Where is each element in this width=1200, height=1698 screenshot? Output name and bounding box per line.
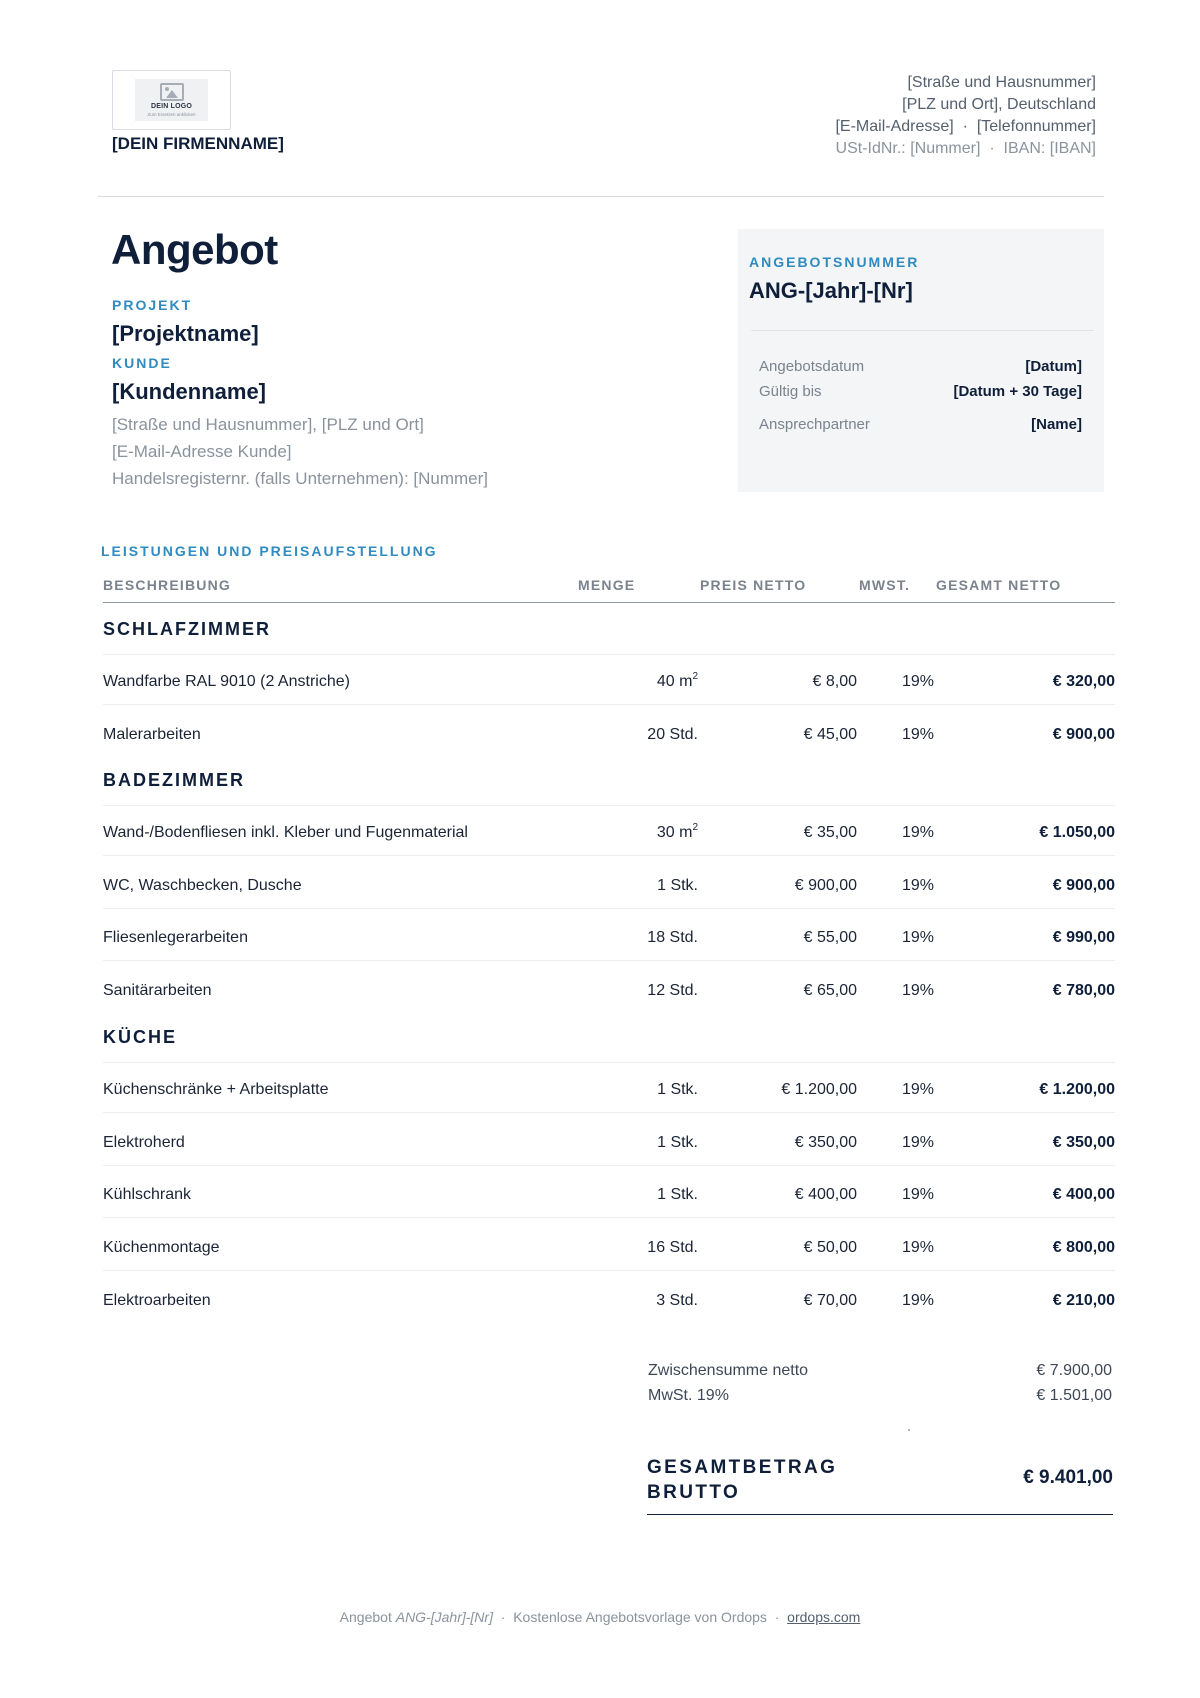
row-divider: [103, 1270, 1115, 1271]
customer-register: Handelsregisternr. (falls Unternehmen): [Nummer]: [112, 469, 489, 488]
row-divider: [103, 908, 1115, 909]
item-price: € 35,00: [803, 824, 857, 841]
item-vat: 19%: [901, 726, 934, 743]
info-row-date: [759, 358, 1082, 375]
col-quantity: MENGE: [578, 577, 636, 593]
item-quantity: [647, 726, 698, 744]
quantity-value: 1 Stk.: [657, 1081, 698, 1098]
sender-tax: [835, 138, 1096, 160]
table-row: [103, 877, 1115, 899]
item-price: € 400,00: [794, 1186, 857, 1203]
sender-phone: [Telefonnummer]: [976, 118, 1096, 135]
quantity-exponent: 2: [692, 822, 698, 833]
item-vat: 19%: [901, 1081, 934, 1098]
item-total: € 350,00: [1052, 1134, 1115, 1151]
footer-number: ANG-[Jahr]-[Nr]: [395, 1609, 493, 1625]
item-quantity: [657, 877, 698, 895]
header-divider: [98, 196, 1104, 197]
item-description: Kühlschrank: [103, 1186, 192, 1203]
grand-total-value: € 9.401,00: [1023, 1467, 1113, 1488]
quantity-value: 40 m: [656, 673, 693, 690]
item-description: Sanitärarbeiten: [103, 982, 212, 999]
table-row: [103, 929, 1115, 951]
info-value: [Datum + 30 Tage]: [953, 383, 1082, 400]
row-divider: [103, 704, 1115, 705]
item-description: Wandfarbe RAL 9010 (2 Anstriche): [103, 673, 350, 690]
table-row: [103, 673, 1115, 695]
company-logo[interactable]: [112, 70, 231, 130]
item-quantity: [656, 1292, 698, 1310]
offer-info-box: [738, 229, 1104, 492]
item-quantity: [657, 673, 698, 691]
customer-label: KUNDE: [112, 355, 172, 371]
table-row: [103, 1186, 1115, 1208]
item-total: € 1.050,00: [1039, 824, 1115, 841]
footer-text: Kostenlose Angebotsvorlage von Ordops: [513, 1609, 767, 1625]
subtotal-row: [648, 1362, 1112, 1380]
info-key: Angebotsdatum: [759, 358, 865, 375]
quantity-value: 16 Std.: [647, 1239, 698, 1256]
row-divider: [103, 960, 1115, 961]
grand-label-line2: BRUTTO: [647, 1482, 741, 1503]
item-price: € 45,00: [803, 726, 857, 743]
grand-total: [647, 1455, 1113, 1515]
item-price: € 55,00: [803, 929, 857, 946]
table-row: [103, 726, 1115, 748]
table-row: [103, 1292, 1115, 1314]
sender-street: [Straße und Hausnummer]: [907, 74, 1096, 91]
category-title: BADEZIMMER: [103, 770, 245, 790]
footer-link[interactable]: ordops.com: [787, 1609, 861, 1625]
item-quantity: [657, 1134, 698, 1152]
image-icon: [160, 83, 184, 101]
separator: ·: [500, 1609, 506, 1625]
item-vat: 19%: [901, 1186, 934, 1203]
row-divider: [103, 1165, 1115, 1166]
logo-title: DEIN LOGO: [150, 103, 193, 110]
item-quantity: [647, 929, 698, 947]
item-price: € 70,00: [803, 1292, 857, 1309]
item-total: € 1.200,00: [1039, 1081, 1115, 1098]
footer-prefix: Angebot: [339, 1609, 392, 1625]
category-title: SCHLAFZIMMER: [103, 619, 271, 639]
row-divider: [103, 1217, 1115, 1218]
col-total: GESAMT NETTO: [936, 577, 1062, 593]
row-divider: [103, 1062, 1115, 1063]
quantity-value: 30 m: [656, 824, 693, 841]
item-price: € 350,00: [794, 1134, 857, 1151]
vat-row: [648, 1387, 1112, 1405]
iban: IBAN: [IBAN]: [1003, 140, 1096, 157]
table-header: [103, 576, 1115, 603]
quantity-value: 20 Std.: [647, 726, 698, 743]
sender-email: [E-Mail-Adresse]: [835, 118, 954, 135]
item-price: € 1.200,00: [781, 1081, 857, 1098]
quantity-value: 12 Std.: [647, 982, 698, 999]
item-description: Fliesenlegerarbeiten: [103, 929, 248, 946]
logo-placeholder: [135, 79, 208, 121]
info-divider: [751, 330, 1094, 331]
table-row: [103, 1239, 1115, 1261]
project-label: PROJEKT: [112, 297, 193, 313]
col-price: PREIS NETTO: [700, 577, 807, 593]
separator: ·: [962, 118, 968, 135]
item-quantity: [657, 1186, 698, 1204]
offer-number: ANG-[Jahr]-[Nr]: [749, 278, 913, 303]
vat-value: € 1.501,00: [1036, 1387, 1112, 1404]
separator: ·: [774, 1609, 780, 1625]
quantity-value: 18 Std.: [647, 929, 698, 946]
info-row-contact: [759, 416, 1082, 433]
quantity-value: 1 Stk.: [657, 1134, 698, 1151]
item-quantity: [657, 1081, 698, 1099]
info-row-valid: [759, 383, 1082, 400]
item-total: € 210,00: [1052, 1292, 1115, 1309]
company-name: [DEIN FIRMENNAME]: [112, 134, 284, 153]
item-vat: 19%: [901, 1292, 934, 1309]
item-description: Elektroarbeiten: [103, 1292, 211, 1309]
grand-label-line1: GESAMTBETRAG: [647, 1457, 838, 1478]
item-vat: 19%: [901, 877, 934, 894]
quantity-value: 1 Stk.: [657, 1186, 698, 1203]
info-key: Ansprechpartner: [759, 416, 870, 433]
footer: [0, 1609, 1200, 1625]
grand-total-label: [647, 1455, 837, 1505]
table-row: [103, 824, 1115, 846]
item-total: € 900,00: [1052, 877, 1115, 894]
item-vat: 19%: [901, 929, 934, 946]
item-description: Elektroherd: [103, 1134, 185, 1151]
col-vat: MWST.: [859, 577, 911, 593]
item-vat: 19%: [901, 982, 934, 999]
row-divider: [103, 855, 1115, 856]
sender-city: [PLZ und Ort], Deutschland: [902, 96, 1096, 113]
item-description: Küchenschränke + Arbeitsplatte: [103, 1081, 329, 1098]
page-title: Angebot: [111, 226, 278, 273]
item-quantity: [657, 824, 698, 842]
item-quantity: [647, 982, 698, 1000]
row-divider: [103, 1112, 1115, 1113]
item-price: € 8,00: [812, 673, 857, 690]
row-divider: [103, 654, 1115, 655]
item-total: € 780,00: [1052, 982, 1115, 999]
customer-details: [112, 411, 488, 492]
project-name: [Projektname]: [112, 321, 259, 346]
subtotal-label: Zwischensumme netto: [648, 1362, 809, 1379]
item-quantity: [647, 1239, 698, 1257]
info-value: [Datum]: [1025, 358, 1082, 375]
separator: ·: [989, 140, 995, 157]
sender-address: [835, 72, 1096, 160]
tax-id: USt-IdNr.: [Nummer]: [835, 140, 981, 157]
quantity-exponent: 2: [692, 671, 698, 682]
item-description: Malerarbeiten: [103, 726, 201, 743]
table-row: [103, 1081, 1115, 1103]
table-row: [103, 982, 1115, 1004]
separator-dot: [908, 1429, 910, 1431]
item-price: € 900,00: [794, 877, 857, 894]
item-vat: 19%: [901, 1239, 934, 1256]
item-total: € 400,00: [1052, 1186, 1115, 1203]
table-row: [103, 1134, 1115, 1156]
vat-label: MwSt. 19%: [648, 1387, 729, 1404]
item-description: Küchenmontage: [103, 1239, 220, 1256]
item-total: € 990,00: [1052, 929, 1115, 946]
logo-subtitle: Zum Ersetzen anklicken: [147, 112, 196, 117]
sender-contact: [835, 116, 1096, 138]
row-divider: [103, 805, 1115, 806]
item-description: Wand-/Bodenfliesen inkl. Kleber und Fugenmaterial: [103, 824, 468, 841]
item-description: WC, Waschbecken, Dusche: [103, 877, 302, 894]
item-vat: 19%: [901, 824, 934, 841]
category-title: KÜCHE: [103, 1027, 178, 1047]
customer-name: [Kundenname]: [112, 379, 266, 404]
customer-email: [E-Mail-Adresse Kunde]: [112, 442, 292, 461]
item-vat: 19%: [901, 673, 934, 690]
info-key: Gültig bis: [759, 383, 822, 400]
info-value: [Name]: [1031, 416, 1082, 433]
quantity-value: 1 Stk.: [657, 877, 698, 894]
item-price: € 50,00: [803, 1239, 857, 1256]
col-description: BESCHREIBUNG: [103, 577, 231, 593]
quantity-value: 3 Std.: [656, 1292, 698, 1309]
subtotal-value: € 7.900,00: [1036, 1362, 1112, 1379]
item-total: € 320,00: [1052, 673, 1115, 690]
item-total: € 900,00: [1052, 726, 1115, 743]
customer-address: [Straße und Hausnummer], [PLZ und Ort]: [112, 415, 424, 434]
item-vat: 19%: [901, 1134, 934, 1151]
section-title: LEISTUNGEN UND PREISAUFSTELLUNG: [101, 543, 438, 559]
item-price: € 65,00: [803, 982, 857, 999]
item-total: € 800,00: [1052, 1239, 1115, 1256]
offer-number-label: ANGEBOTSNUMMER: [749, 254, 920, 270]
